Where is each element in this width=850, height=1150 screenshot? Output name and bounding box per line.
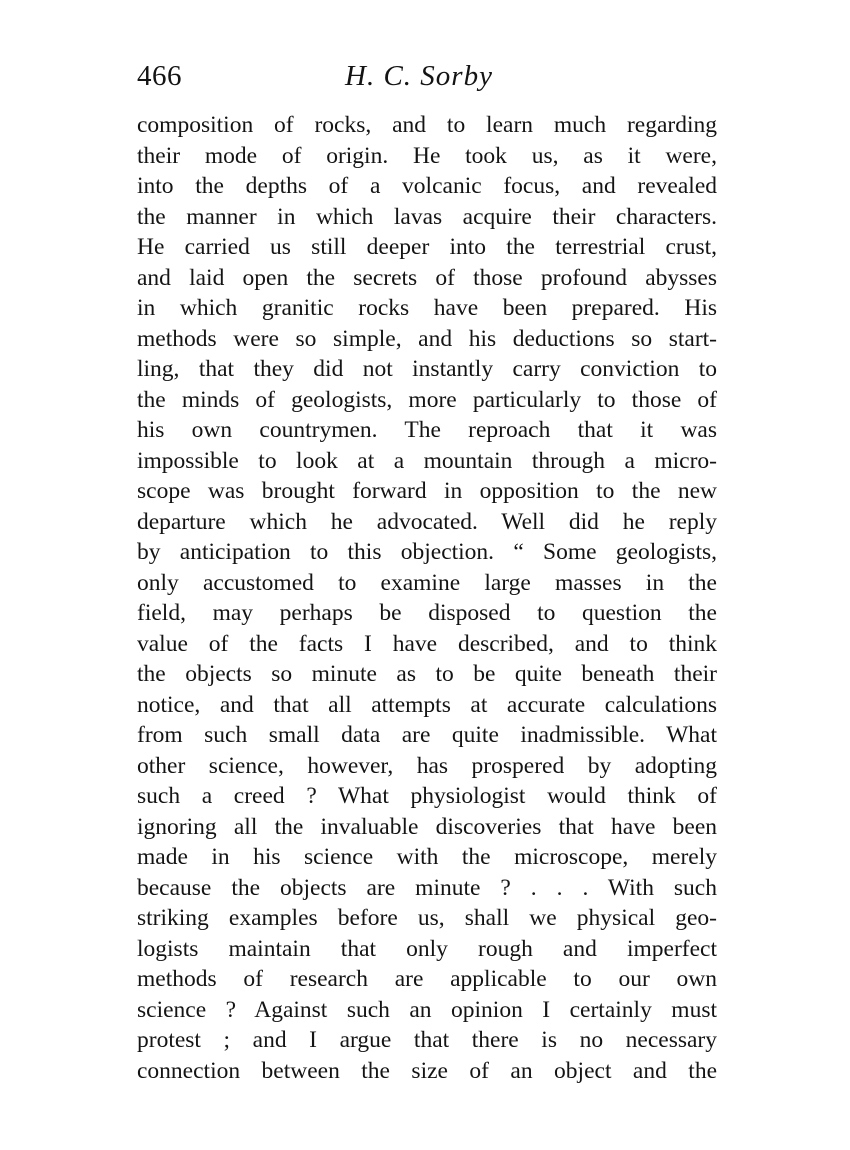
text-line: departure which he advocated. Well did he reply (137, 508, 717, 535)
text-line: such a creed ? What physiologist would think of (137, 783, 717, 809)
text-line: striking examples before us, shall we physical geo- (137, 905, 717, 931)
text-line: connection between the size of an object and the (137, 1057, 717, 1084)
page-number: 466 (137, 60, 182, 92)
text-line: value of the facts I have described, and to think (137, 630, 717, 657)
text-line: only accustomed to examine large masses in the (137, 569, 717, 596)
text-line: ling, that they did not instantly carry conviction to (137, 356, 717, 382)
text-line: because the objects are minute ? . . . With such (137, 874, 717, 901)
text-line: made in his science with the microscope, merely (137, 844, 717, 870)
text-line: and laid open the secrets of those profound abysses (137, 264, 717, 291)
text-line: field, may perhaps be disposed to question the (137, 600, 717, 626)
text-line: science ? Against such an opinion I certainly must (137, 996, 717, 1023)
text-line: from such small data are quite inadmissible. What (137, 722, 717, 748)
text-line: the manner in which lavas acquire their characters. (137, 203, 717, 230)
text-line: other science, however, has prospered by adopting (137, 752, 717, 779)
text-line: his own countrymen. The reproach that it was (137, 417, 717, 443)
text-line: into the depths of a volcanic focus, and revealed (137, 173, 717, 199)
text-line: scope was brought forward in opposition to the new (137, 478, 717, 504)
text-line: He carried us still deeper into the terrestrial crust, (137, 234, 717, 260)
text-line: methods of research are applicable to our own (137, 966, 717, 992)
text-line: composition of rocks, and to learn much regarding (137, 112, 717, 138)
text-line: methods were so simple, and his deductions so start- (137, 325, 717, 352)
text-line: notice, and that all attempts at accurate calculations (137, 691, 717, 718)
running-title: H. C. Sorby (345, 60, 493, 92)
text-line: logists maintain that only rough and imperfect (137, 935, 717, 962)
running-head (137, 56, 717, 96)
text-line: by anticipation to this objection. “ Some geologists, (137, 539, 717, 565)
text-line: the objects so minute as to be quite beneath their (137, 661, 717, 687)
text-line: the minds of geologists, more particularly to those of (137, 386, 717, 413)
text-line: protest ; and I argue that there is no necessary (137, 1027, 717, 1053)
body-text (137, 110, 717, 1086)
text-line: impossible to look at a mountain through a micro- (137, 447, 717, 474)
text-line: in which granitic rocks have been prepared. His (137, 295, 717, 321)
text-line: ignoring all the invaluable discoveries that have been (137, 813, 717, 840)
text-line: their mode of origin. He took us, as it were, (137, 142, 717, 169)
